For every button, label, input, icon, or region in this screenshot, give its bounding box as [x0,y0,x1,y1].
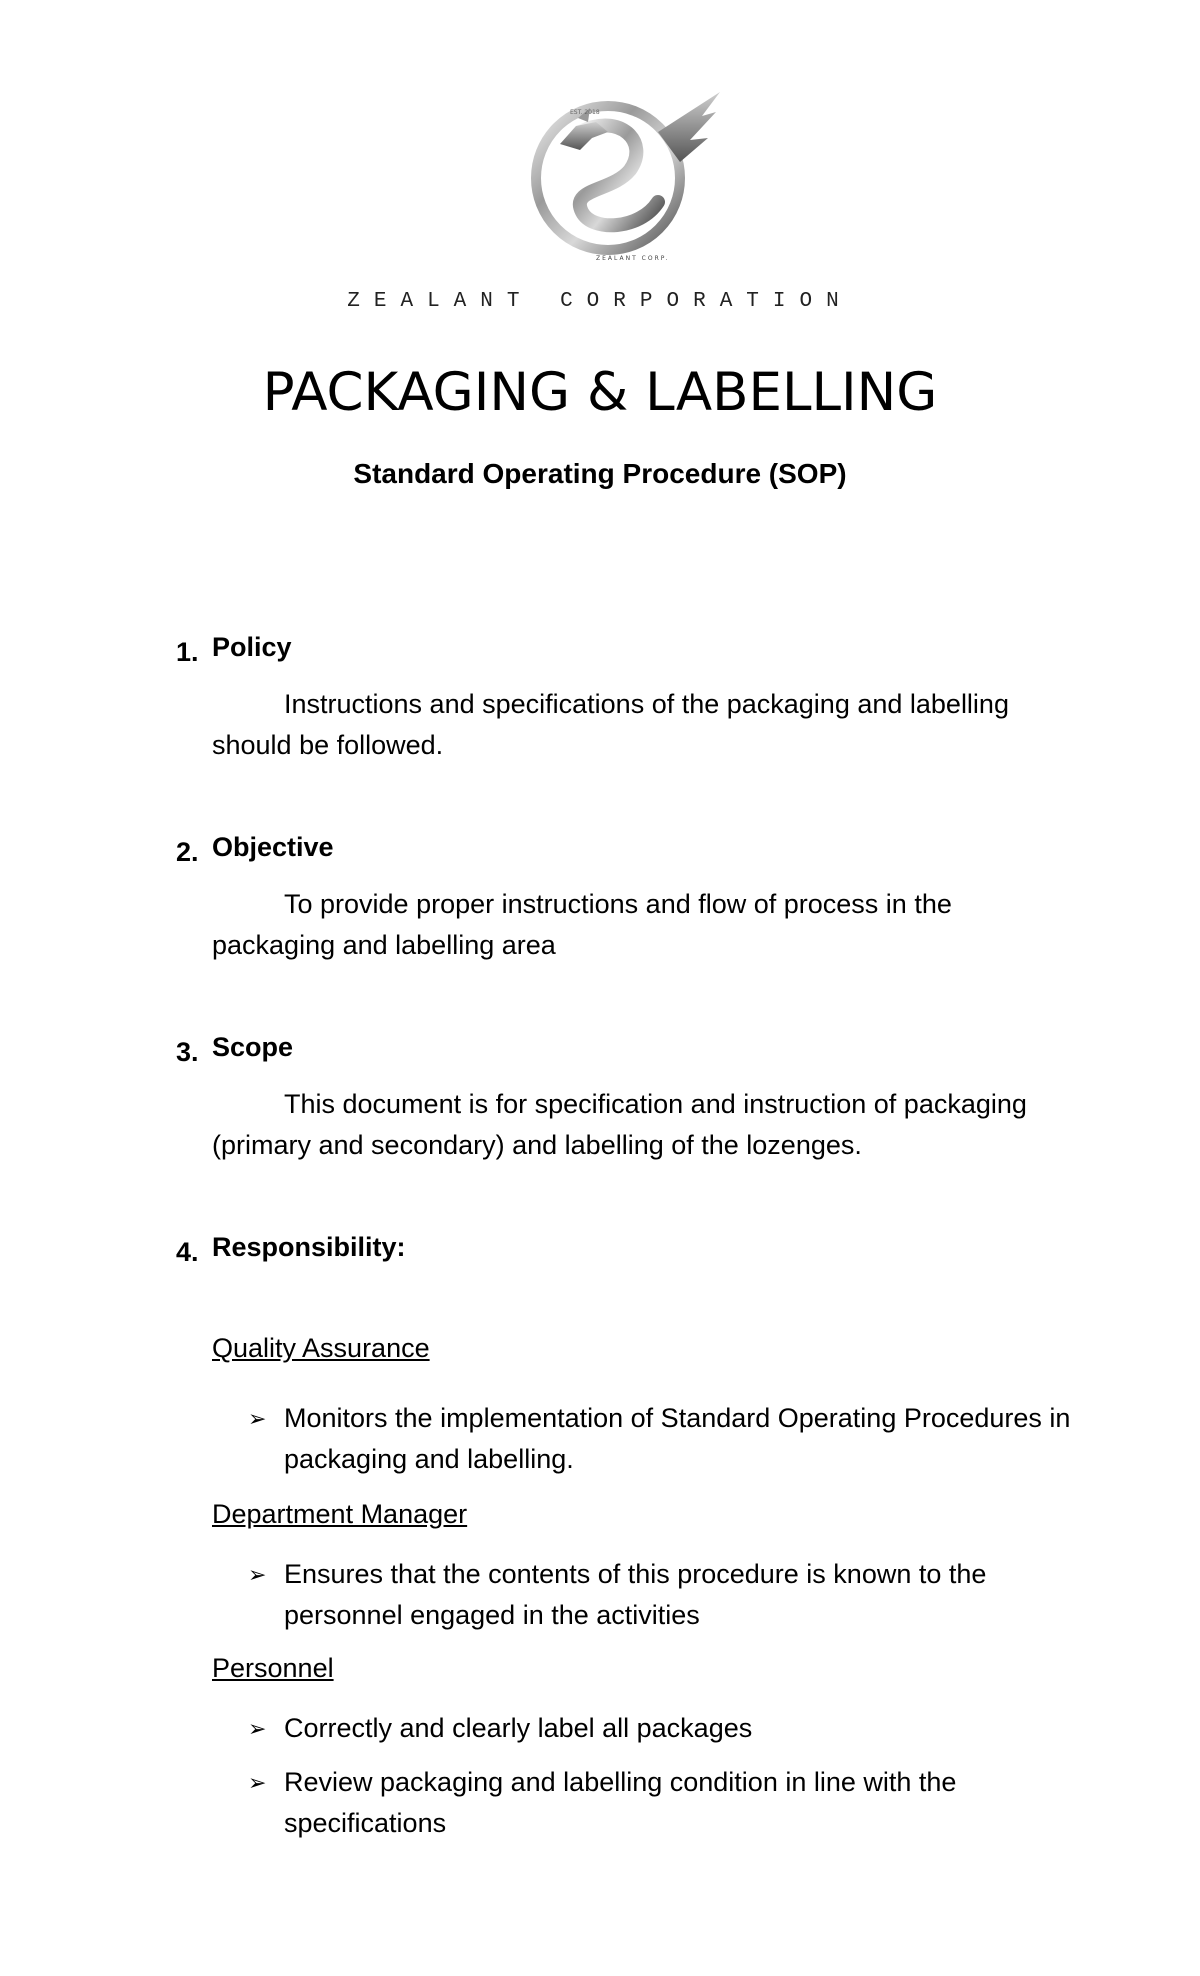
section-heading-responsibility: Responsibility: [212,1232,406,1262]
role-department-manager: Department Manager [212,1499,468,1529]
list-item-text: Ensures that the contents of this procedure is known to the personnel engaged in the activities [284,1559,987,1630]
company-logo [530,92,730,272]
list-item-text: Review packaging and labelling condition in line with the specifications [284,1767,957,1838]
document-title: PACKAGING & LABELLING [262,362,938,423]
arrow-bullet-icon: ➢ [248,1562,267,1587]
role-quality-assurance: Quality Assurance [212,1333,430,1363]
section-text-scope: This document is for specification and instruction of packaging (primary and secondary) and labelling of the lozenges. [212,1089,1027,1160]
document-subtitle: Standard Operating Procedure (SOP) [353,458,847,489]
section-number: 4. [176,1237,199,1267]
section-number: 1. [176,637,199,667]
svg-text:ZEALANT CORP.: ZEALANT CORP. [596,255,670,262]
list-item-text: Monitors the implementation of Standard Operating Procedures in packaging and labelling. [284,1403,1071,1474]
section-number: 2. [176,837,199,867]
section-heading-objective: Objective [212,832,334,862]
arrow-bullet-icon: ➢ [248,1770,267,1795]
section-heading-scope: Scope [212,1032,294,1062]
arrow-bullet-icon: ➢ [248,1716,267,1741]
list-item-text: Correctly and clearly label all packages [284,1713,753,1743]
section-text-policy: Instructions and specifications of the packaging and labelling should be followed. [212,689,1009,760]
section-text-objective: To provide proper instructions and flow of process in the packaging and labelling area [212,889,952,960]
arrow-bullet-icon: ➢ [248,1406,267,1431]
section-number: 3. [176,1037,199,1067]
section-heading-policy: Policy [212,632,292,662]
role-personnel: Personnel [212,1653,334,1683]
svg-text:EST. 2018: EST. 2018 [570,109,600,116]
company-name: ZEALANT CORPORATION [347,290,853,313]
